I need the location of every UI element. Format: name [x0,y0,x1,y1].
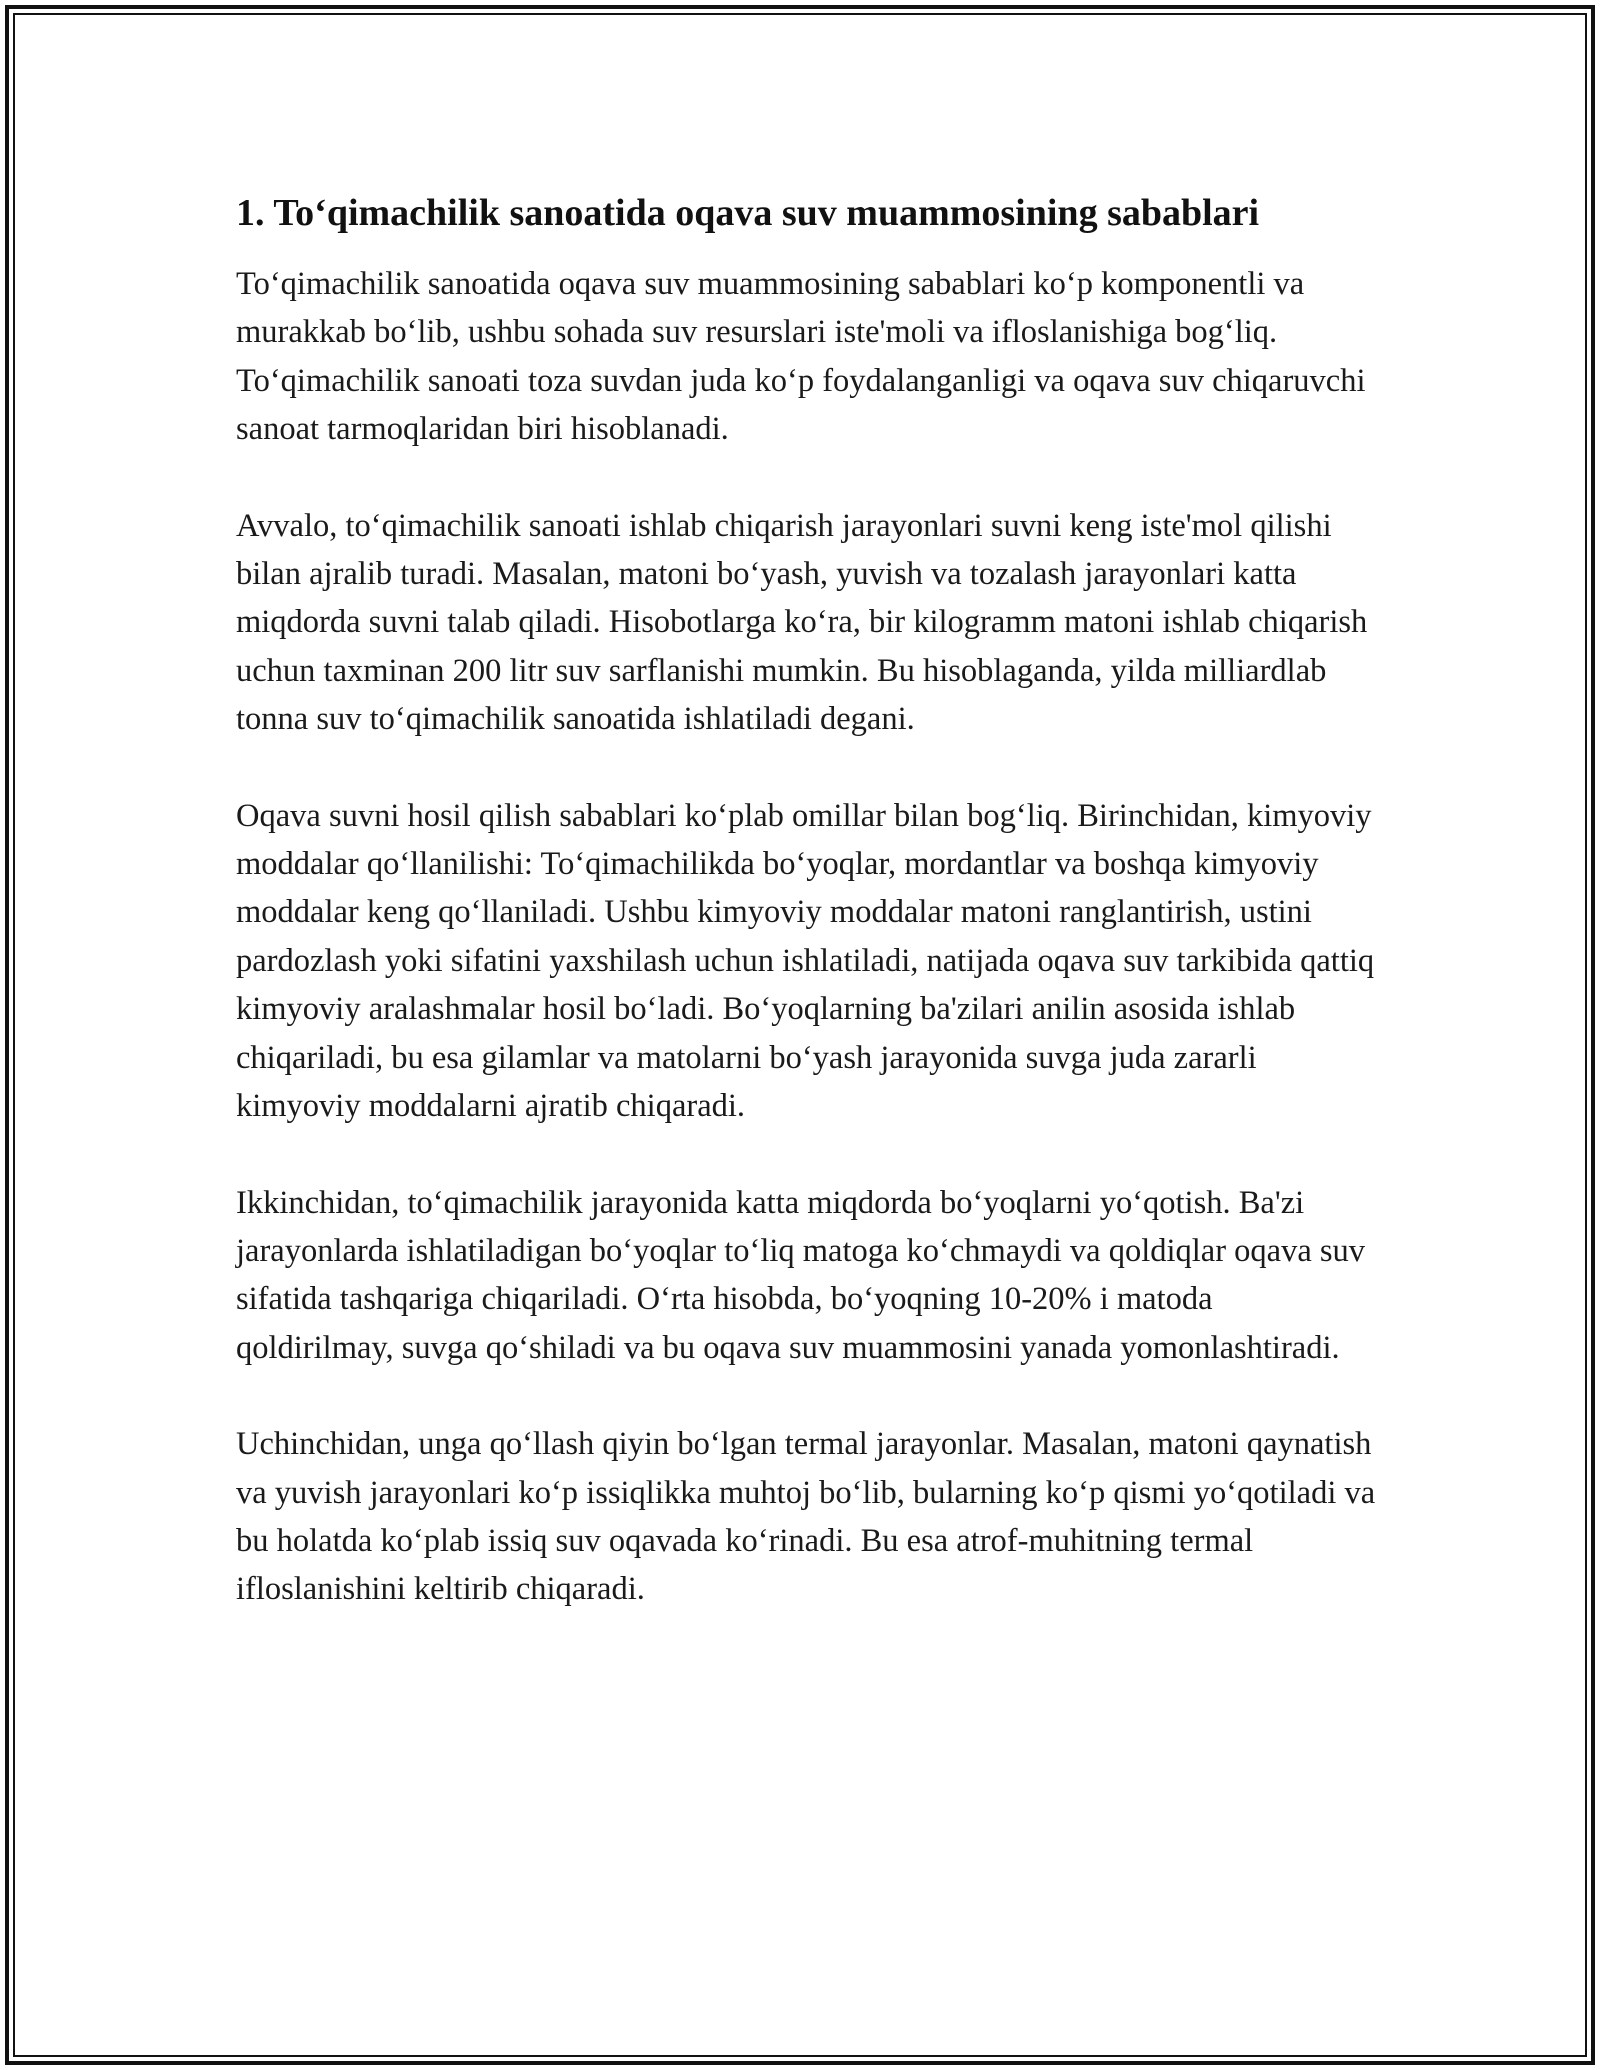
document-body [236,186,1376,1662]
paragraph-water-consumption: Avvalo, to‘qimachilik sanoati ishlab chiqarish jarayonlari suvni keng iste'mol qilishi bilan ajralib turadi. Masalan, matoni bo‘yash, yuvish va tozalash jarayonlari katta miqdorda suvni talab qiladi. Hisobotlarga ko‘ra, bir kilogramm matoni ishlab chiqarish uchun taxminan 200 litr suv sarflanishi mumkin. Bu hisoblaganda, yilda milliardlab tonna suv to‘qimachilik sanoatida ishlatiladi degani. [236,507,1368,738]
paragraph-dye-loss: Ikkinchidan, to‘qimachilik jarayonida katta miqdorda bo‘yoqlarni yo‘qotish. Ba'zi jarayonlarda ishlatiladigan bo‘yoqlar to‘liq matoga ko‘chmaydi va qoldiqlar oqava suv sifatida tashqariga chiqariladi. O‘rta hisobda, bo‘yoqning 10-20% i matoda qoldirilmay, suvga qo‘shiladi va bu oqava suv muammosini yanada yomonlashtiradi. [236,1184,1366,1366]
paragraph-intro: To‘qimachilik sanoatida oqava suv muammosining sabablari ko‘p komponentli va murakkab bo‘lib, ushbu sohada suv resurslari iste'moli va ifloslanishiga bog‘liq. To‘qimachilik sanoati toza suvdan juda ko‘p foydalanganligi va oqava suv chiqaruvchi sanoat tarmoqlaridan biri hisoblanadi. [236,266,1366,448]
section-heading: 1. To‘qimachilik sanoatida oqava suv muammosining sabablari [236,192,1260,234]
paragraph-chemicals: Oqava suvni hosil qilish sabablari ko‘plab omillar bilan bog‘liq. Birinchidan, kimyoviy moddalar qo‘llanilishi: To‘qimachilikda bo‘yoqlar, mordantlar va boshqa kimyoviy moddalar keng qo‘llaniladi. Ushbu kimyoviy moddalar matoni ranglantirish, ustini pardozlash yoki sifatini yaxshilash uchun ishlatiladi, natijada oqava suv tarkibida qattiq kimyoviy aralashmalar hosil bo‘ladi. Bo‘yoqlarning ba'zilari anilin asosida ishlab chiqariladi, bu esa gilamlar va matolarni bo‘yash jarayonida suvga juda zararli kimyoviy moddalarni ajratib chiqaradi. [236,797,1375,1125]
paragraph-thermal: Uchinchidan, unga qo‘llash qiyin bo‘lgan termal jarayonlar. Masalan, matoni qaynatish va yuvish jarayonlari ko‘p issiqlikka muhtoj bo‘lib, bularning ko‘p qismi yo‘qotiladi va bu holatda ko‘plab issiq suv oqavada ko‘rinadi. Bu esa atrof-muhitning termal ifloslanishini keltirib chiqaradi. [236,1426,1376,1608]
